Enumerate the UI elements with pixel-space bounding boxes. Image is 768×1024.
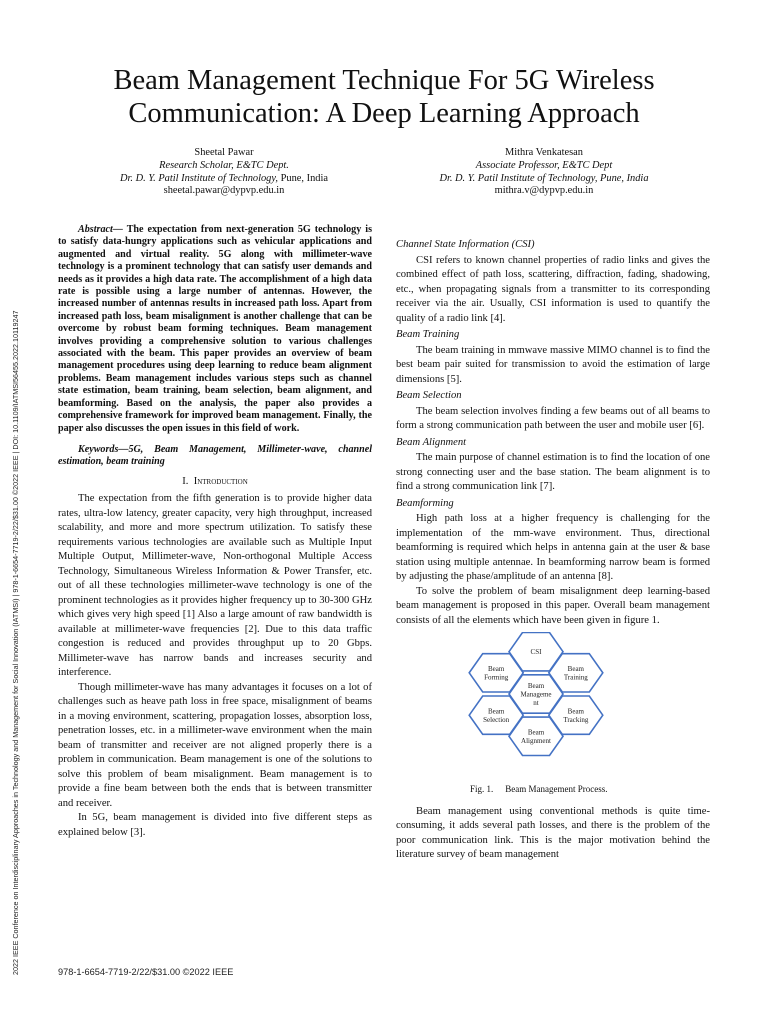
beamforming-paragraph: High path loss at a higher frequency is challenging for the implementation of the mm-wave environment. Thus, directional beamforming is required which helps in antenna gain at the user & base station using multiple antennae. In beamforming narrow beam is formed by adjusting the phase/amplitude of an antenna [8].	[396, 513, 710, 582]
hex-beam-training-label: Beam	[567, 665, 585, 674]
hex-beam-management-center-label: Beam	[527, 682, 545, 690]
author-role: Research Scholar, E&TC Dept.	[159, 159, 289, 171]
author-role: Associate Professor, E&TC Dept	[475, 159, 613, 171]
abstract-label: Abstract—	[78, 224, 123, 235]
hex-beam-forming-label: Beam	[487, 665, 505, 674]
hex-beam-management-center-label: Manageme	[520, 690, 552, 699]
beam-alignment-paragraph: The main purpose of channel estimation is to find the location of one strong connecting user and the base station. The beam alignment is to find a strong communication link [7].	[396, 452, 710, 492]
subheading-csi: Channel State Information (CSI)	[396, 239, 535, 250]
section-heading-introduction	[58, 475, 372, 490]
author-email[interactable]: mithra.v@dypvp.edu.in	[494, 185, 594, 197]
author-location: Pune, India	[278, 172, 328, 184]
subheading-beam-training: Beam Training	[396, 329, 460, 340]
hex-beam-alignment-label: Beam	[527, 728, 545, 737]
author-block-2	[384, 147, 704, 198]
subheading-beam-selection: Beam Selection	[396, 390, 462, 401]
hex-beam-management-center-label: nt	[533, 699, 539, 707]
abstract-text: The expectation from next-generation 5G technology is to satisfy data-hungry applications such as vehicular applications and augmented and virtual reality. 5G along with millimeter-wave technology is a prominent technology that can satisfy user demands and needs as it provides a high data rate. The accomplishment of a high data rate is possible using a large number of antennas. However, the increased number of antennas results in increased path loss. Apart from increased path loss, beam misalignment is another challenge that can be overcome by robust beam forming techniques. Beam management involves providing a comprehensive solution to various challenges associated with the beam. This paper provides an overview of beam management procedures using deep learning to reduce beam alignment problems. Beam management includes various steps such as channel state estimation, beam training, beam selection, beam alignment, and beamforming. Based on the analysis, the paper also provides a comprehensive framework for improved beam management. Finally, the paper also discusses the open issues in this field of work.	[58, 224, 372, 434]
author-name: Sheetal Pawar	[194, 147, 254, 158]
beam-selection-paragraph: The beam selection involves finding a few beams out of all beams to form a strong communication path between the user and mobile user [6].	[396, 405, 710, 431]
hex-beam-tracking-label: Tracking	[563, 715, 589, 724]
doi-sidebar	[3, 120, 19, 980]
hex-beam-tracking-label: Beam	[567, 707, 585, 716]
abstract	[58, 224, 372, 435]
hex-beam-alignment-label: Alignment	[521, 737, 551, 746]
solution-paragraph: To solve the problem of beam misalignment deep learning-based beam management is proposed in this paper. Overall beam management consists of all the elements which have been given in figure 1.	[396, 585, 710, 626]
paper-title: Beam Management Technique For 5G Wireless Communication: A Deep Learning Approach	[113, 65, 655, 129]
beam-training-paragraph: The beam training in mmwave massive MIMO channel is to find the best beam pair suited for transmission to avoid the estimation of large dimensions [5].	[396, 344, 710, 385]
author-institution: Dr. D. Y. Patil Institute of Technology,	[120, 172, 279, 184]
hex-csi-label: CSI	[530, 648, 542, 657]
hex-beam-training-label: Training	[563, 673, 588, 682]
intro-paragraph-1: The expectation from the fifth generation is to provide higher data rates, ultra-low latency, greater capacity, very high throughput, increased scalability, and more and more spectrum utilization. To satisfy these requirements various technologies are available such as Multiple Input Multiple Output, Millimeter-wave, Non-orthogonal Multiple Access Technology, Simultaneous Wireless Information & Power Transfer, etc. out of all these technologies millimeter-wave technology is one of the prominent technologies as it provides higher frequency up to 30-300 GHz which gives very high speed [1] Also a large amount of raw bandwidth is available at millimeter-wave frequencies [2]. Due to this data traffic congestion is reduced and provides throughput up to 20 Gbps. Millimeter-wave has narrow bands and increases security and interference.	[58, 493, 372, 679]
intro-paragraph-3: In 5G, beam management is divided into five different steps as explained below [3].	[58, 812, 372, 838]
left-column	[58, 224, 372, 840]
keywords: Keywords—5G, Beam Management, Millimeter-wave, channel estimation, beam training	[58, 443, 372, 468]
subheading-beam-alignment: Beam Alignment	[396, 436, 467, 448]
hex-beam-selection-label: Selection	[483, 715, 510, 724]
subheading-beamforming: Beamforming	[396, 497, 454, 509]
right-column	[396, 236, 710, 863]
csi-paragraph: CSI refers to known channel properties of radio links and gives the combined effect of path loss, scattering, diffraction, fading, shadowing, etc., when propagating signals from a transmitter to its corresponding receiver via the air. Usually, CSI information is used to quantify the quality of a radio link [4].	[396, 254, 710, 324]
author-institution: Dr. D. Y. Patil Institute of Technology, Pune, India	[439, 172, 649, 184]
caption-label: Fig. 1.	[470, 784, 494, 794]
page-footer: 978-1-6654-7719-2/22/$31.00 ©2022 IEEE	[58, 967, 234, 977]
author-name: Mithra Venkatesan	[504, 147, 583, 158]
figure-1-beam-management-process	[396, 632, 710, 782]
section-number: I.	[182, 475, 189, 487]
intro-paragraph-2: Though millimeter-wave has many advantages it focuses on a lot of challenges such as heave path loss in free space, misalignment of beams in a moving environment, scattering, propagation losses, absorption loss, penetration losses, etc. in a millimeter-wave environment when the main beam of transmitter and receiver are not aligned properly there is a problem in communication. Beam management is one of the solutions to solve this problem of beam misalignment. Beam management is to provide a fine beam between both the ends that is between transmitter and receiver.	[58, 681, 372, 809]
author-email[interactable]: sheetal.pawar@dypvp.edu.in	[163, 185, 285, 197]
hex-beam-selection-label: Beam	[487, 707, 505, 716]
figure-1-diagram	[396, 632, 710, 782]
section-title: Introduction	[193, 475, 248, 487]
motivation-paragraph: Beam management using conventional methods is quite time-consuming, it adds several path losses, and there is the problem of the poor communication link. This is the major motivation behind the literature survey of beam management	[396, 805, 710, 860]
figure-1-caption	[470, 782, 710, 797]
hex-beam-forming-label: Forming	[484, 673, 509, 682]
author-block-1	[64, 147, 384, 198]
doi-sidebar-text: 2022 IEEE Conference on Interdisciplinary Approaches in Technology and Management for Social Innovation (IATMSI) | 978-1-6654-7719-2/22/$31.00 ©2022 IEEE | DOI: 10.1109/IATMSI56455.2022.10119247	[11, 310, 20, 975]
caption-text: Beam Management Process.	[505, 784, 608, 794]
